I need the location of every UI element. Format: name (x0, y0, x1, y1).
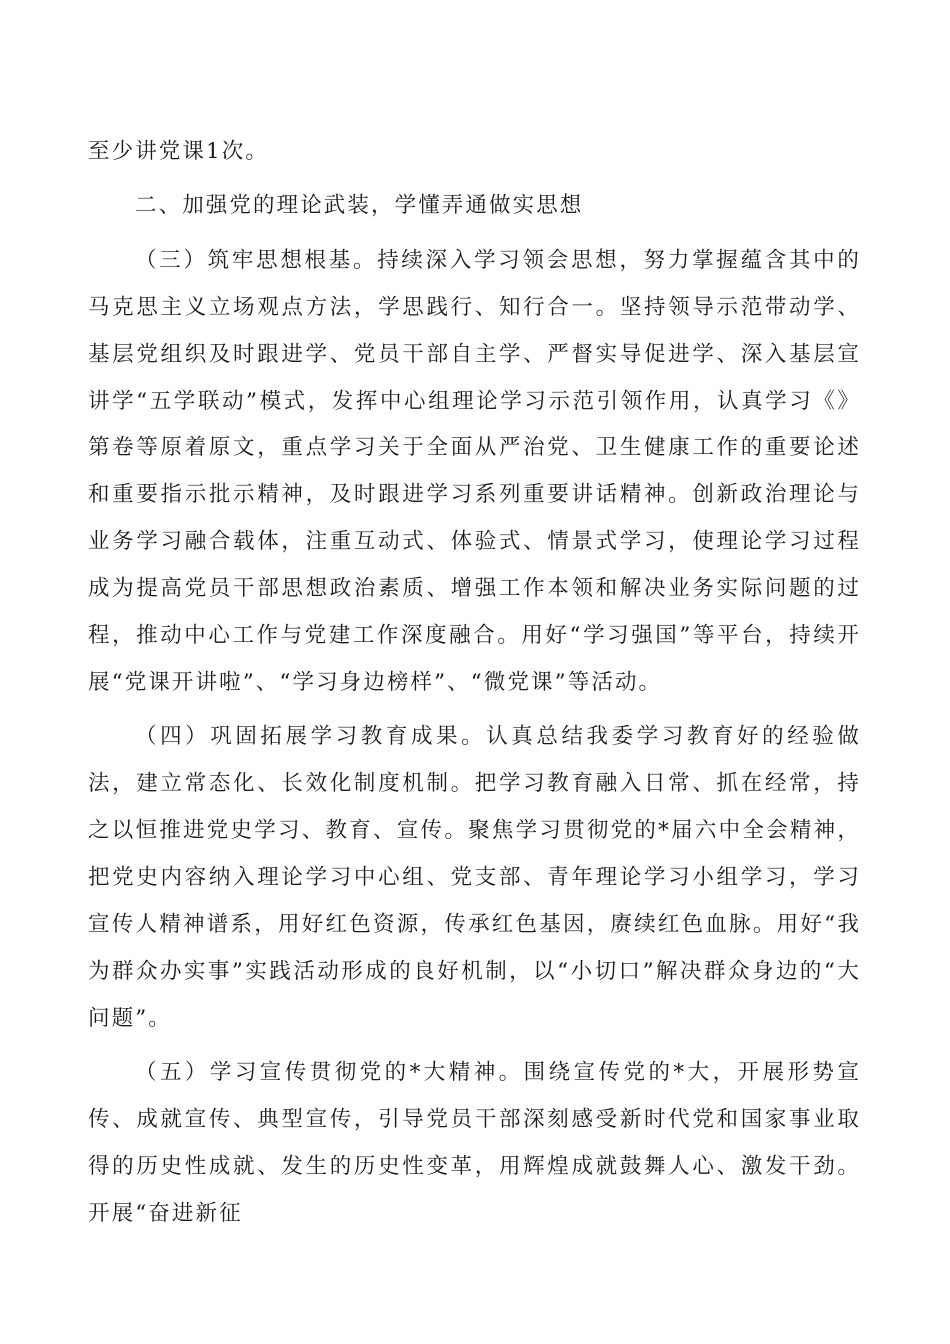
document-body (88, 129, 861, 1238)
paragraph-item-4: （四）巩固拓展学习教育成果。认真总结我委学习教育好的经验做法，建立常态化、长效化制度机制。把学习教育融入日常、抓在经常，持之以恒推进党史学习、教育、宣传。聚焦学习贯彻党的*届六中全会精神，把党史内容纳入理论学习中心组、党支部、青年理论学习小组学习，学习宣传人精神谱系，用好红色资源，传承红色基因，赓续红色血脉。用好“我为群众办实事”实践活动形成的良好机制，以“小切口”解决群众身边的“大问题”。 (88, 724, 861, 1031)
section-heading: 二、加强党的理论武装，学懂弄通做实思想 (135, 193, 584, 219)
paragraph-item-5: （五）学习宣传贯彻党的*大精神。围绕宣传党的*大，开展形势宣传、成就宣传、典型宣传，引导党员干部深刻感受新时代党和国家事业取得的历史性成就、发生的历史性变革，用辉煌成就鼓舞人心、激发干劲。开展“奋进新征 (88, 1060, 861, 1226)
paragraph-item-3: （三）筑牢思想根基。持续深入学习领会思想，努力掌握蕴含其中的马克思主义立场观点方法，学思践行、知行合一。坚持领导示范带动学、基层党组织及时跟进学、党员干部自主学、严督实导促进学、深入基层宣讲学“五学联动”模式，发挥中心组理论学习示范引领作用，认真学习《》第卷等原着原文，重点学习关于全面从严治党、卫生健康工作的重要论述和重要指示批示精神，及时跟进学习系列重要讲话精神。创新政治理论与业务学习融合载体，注重互动式、体验式、情景式学习，使理论学习过程成为提高党员干部思想政治素质、增强工作本领和解决业务实际问题的过程，推动中心工作与党建工作深度融合。用好“学习强国”等平台，持续开展“党课开讲啦”、“学习身边榜样”、“微党课”等活动。 (88, 247, 861, 695)
paragraph-continuation: 至少讲党课1次。 (88, 139, 269, 164)
